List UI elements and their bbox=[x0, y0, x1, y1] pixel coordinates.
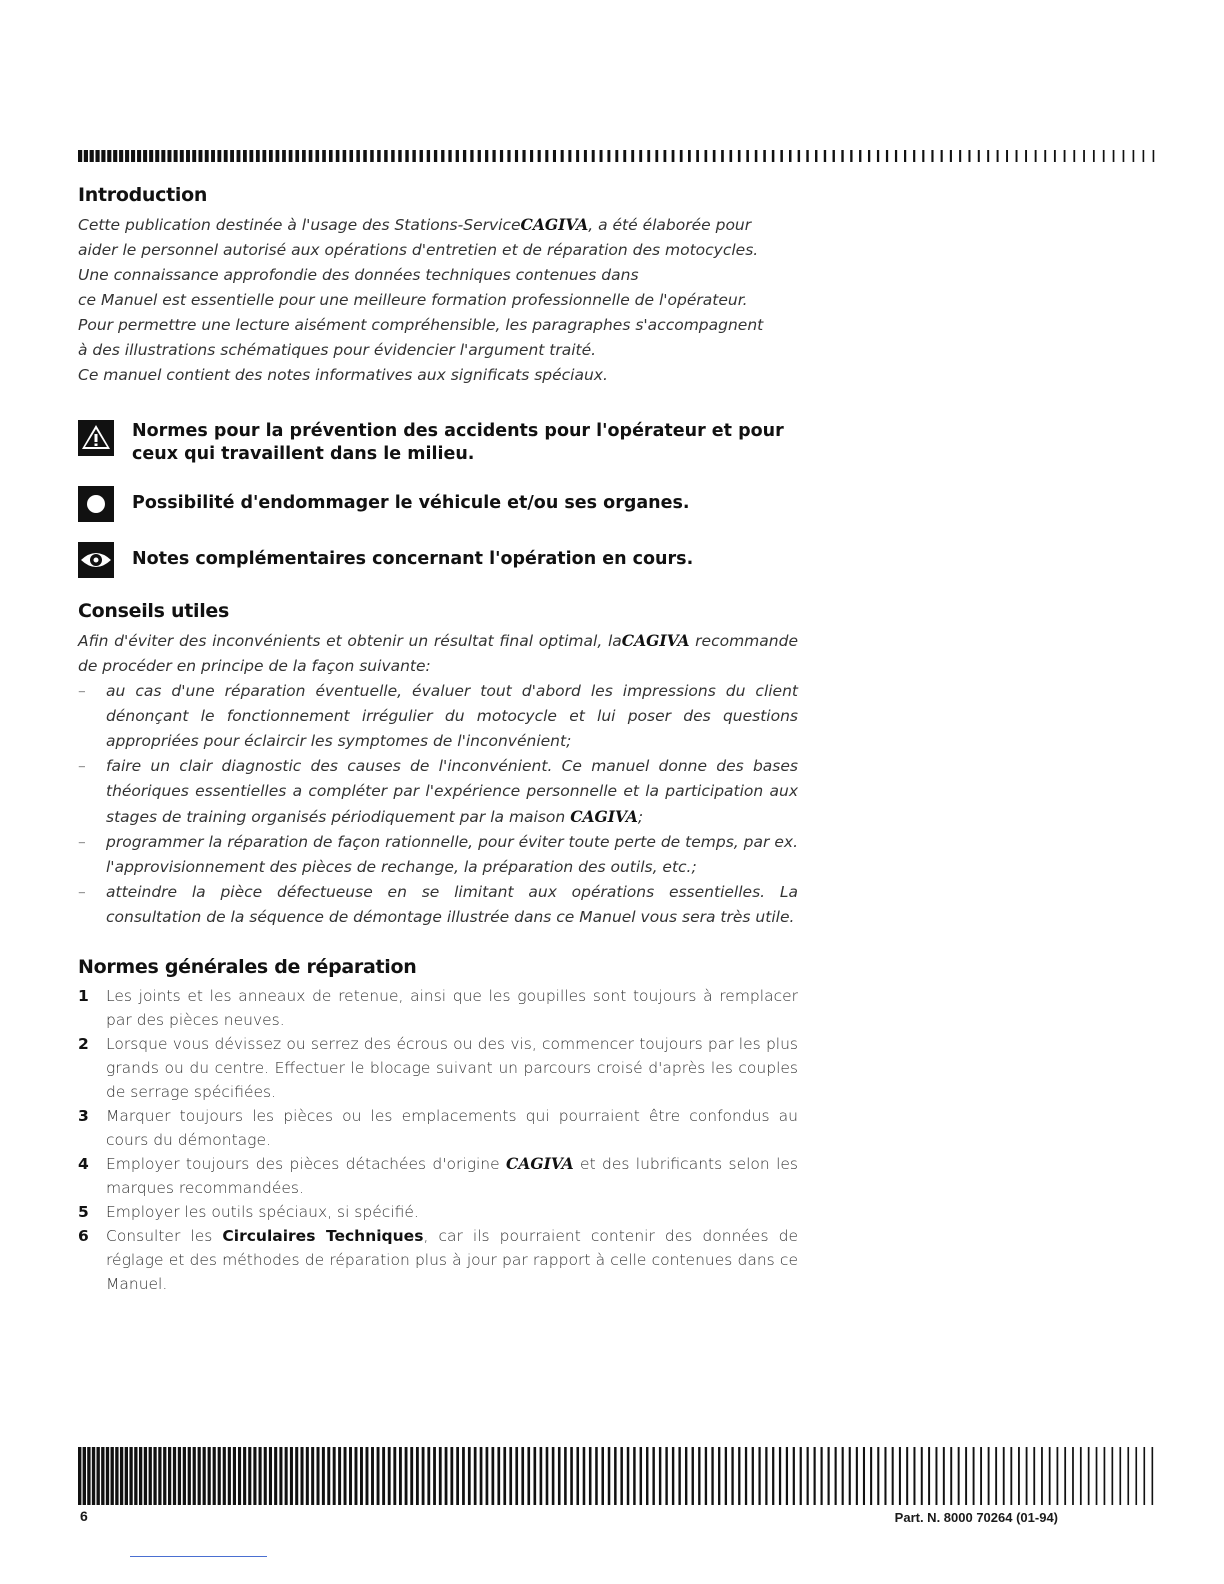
brand-name: CAGIVA bbox=[621, 631, 690, 650]
page-content bbox=[78, 184, 798, 1296]
list-item: – faire un clair diagnostic des causes de l'inconvénient. Ce manuel donne des bases théoriques essentielles a compléter par l'expérience personnelle et la participation aux stages de training organisés périodiquement par la maison CAGIVA; bbox=[78, 754, 798, 830]
brand-name: CAGIVA bbox=[520, 215, 589, 234]
notice-damage bbox=[78, 486, 798, 522]
introduction-text: Cette publication destinée à l'usage des Stations-ServiceCAGIVA, a été élaborée pour aider le personnel autorisé aux opérations d'entretien et de réparation des motocycles. Une connaissance approfondie des données techniques contenues dans ce Manuel est essentielle pour une meilleure formation professionnelle de l'opérateur. Pour permettre une lecture aisément compréhensible, les paragraphes s'accompagnent à des illustrations schématiques pour évidencier l'argument traité. Ce manuel contient des notes informatives aux significats spéciaux. bbox=[78, 215, 764, 384]
notice-safety bbox=[78, 420, 798, 466]
introduction-title: Introduction bbox=[78, 184, 208, 206]
brand-name: CAGIVA bbox=[506, 1154, 574, 1173]
notice-safety-text: Normes pour la prévention des accidents pour l'opérateur et pour ceux qui travaillent dans le milieu. bbox=[132, 421, 784, 464]
conseils-title: Conseils utiles bbox=[78, 600, 229, 622]
notice-damage-text: Possibilité d'endommager le véhicule et/ou ses organes. bbox=[132, 493, 690, 513]
introduction-section bbox=[78, 184, 798, 388]
part-number: Part. N. 8000 70264 (01-94) bbox=[894, 1510, 1058, 1525]
warning-triangle-icon bbox=[78, 420, 114, 456]
list-item: 6 Consulter les Circulaires Techniques, car ils pourraient contenir des données de réglage et des méthodes de réparation plus à jour par rapport à celle contenues dans ce Manuel. bbox=[78, 1227, 798, 1293]
page-number: 6 bbox=[80, 1508, 88, 1524]
conseils-intro: Afin d'éviter des inconvénients et obtenir un résultat final optimal, laCAGIVA recommande de procéder en principe de la façon suivante: bbox=[78, 631, 798, 675]
normes-list bbox=[78, 984, 798, 1296]
list-item: 5 Employer les outils spéciaux, si spécifié. bbox=[78, 1203, 419, 1221]
list-item: – au cas d'une réparation éventuelle, évaluer tout d'abord les impressions du client dénonçant le fonctionnement irrégulier du motocycle et lui poser des questions appropriées pour éclaircir les symptomes de l'inconvénient; bbox=[78, 679, 798, 754]
normes-section bbox=[78, 956, 798, 1296]
brand-name: CAGIVA bbox=[570, 807, 638, 826]
list-item: 2 Lorsque vous dévissez ou serrez des écrous ou des vis, commencer toujours par les plus grands ou du centre. Effectuer le blocage suivant un parcours croisé d'après les couples de serrage spécifiées. bbox=[78, 1035, 798, 1101]
list-item: – programmer la réparation de façon rationnelle, pour éviter toute perte de temps, par ex. l'approvisionnement des pièces de rechange, la préparation des outils, etc.; bbox=[78, 830, 798, 880]
bottom-decorative-barcode-rule bbox=[78, 1447, 1156, 1505]
conseils-list bbox=[78, 679, 798, 930]
stop-circle-icon bbox=[78, 486, 114, 522]
footer-divider bbox=[130, 1556, 267, 1557]
list-item: 1 Les joints et les anneaux de retenue, ainsi que les goupilles sont toujours à remplacer par des pièces neuves. bbox=[78, 987, 798, 1029]
top-decorative-barcode-rule bbox=[78, 150, 1156, 162]
notice-notes-text: Notes complémentaires concernant l'opération en cours. bbox=[132, 549, 694, 569]
notice-notes bbox=[78, 542, 798, 578]
eye-icon bbox=[78, 542, 114, 578]
list-item: 3 Marquer toujours les pièces ou les emplacements qui pourraient être confondus au cours du démontage. bbox=[78, 1107, 798, 1149]
list-item: 4 Employer toujours des pièces détachées d'origine CAGIVA et des lubrificants selon les marques recommandées. bbox=[78, 1154, 798, 1197]
list-item: – atteindre la pièce défectueuse en se limitant aux opérations essentielles. La consultation de la séquence de démontage illustrée dans ce Manuel vous sera très utile. bbox=[78, 880, 798, 930]
conseils-section bbox=[78, 600, 798, 930]
normes-title: Normes générales de réparation bbox=[78, 956, 417, 978]
